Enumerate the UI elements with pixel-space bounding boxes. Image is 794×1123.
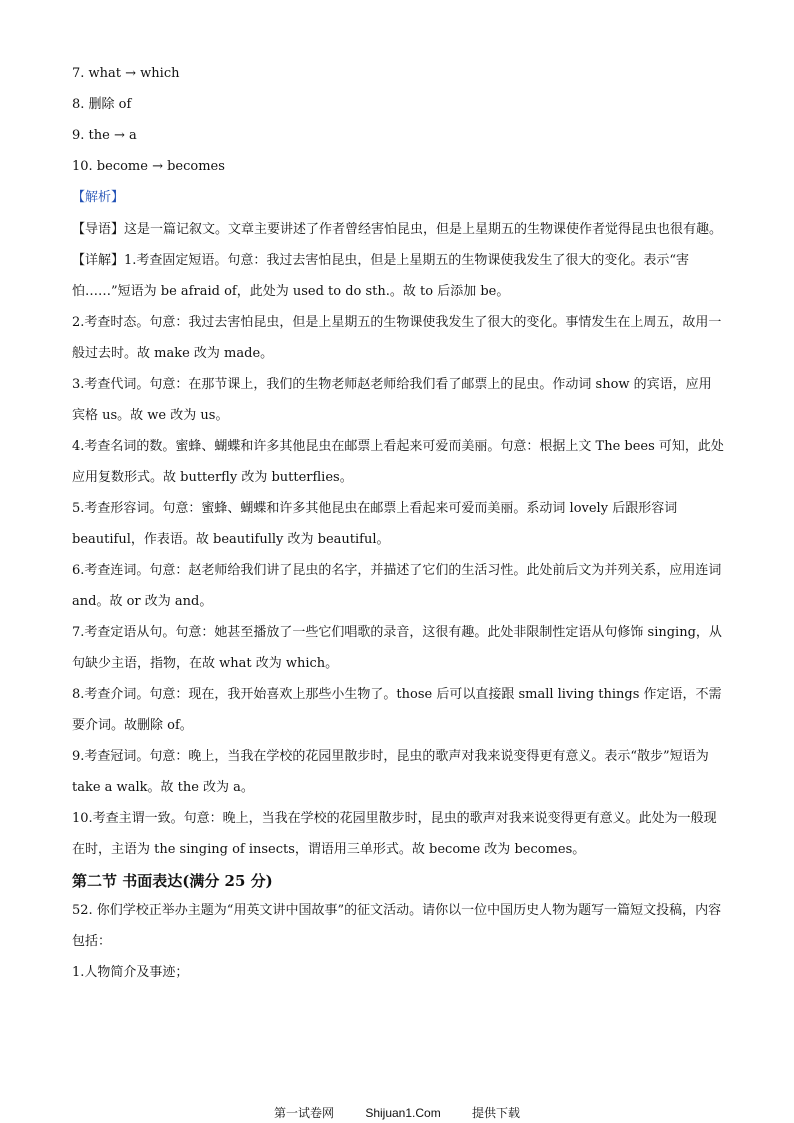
answer-line: 10. become → becomes — [72, 159, 225, 174]
page-footer — [0, 1104, 794, 1121]
detail-paragraph: 【详解】1.考查固定短语。句意：我过去害怕昆虫，但是上星期五的生物课使我发生了很大的变化。表示“害怕……”短语为 be afraid of，此处为 used to do sth.。故 to 后添加 be。 — [72, 253, 690, 299]
document-body — [72, 64, 724, 988]
answer-line: 7. what → which — [72, 66, 180, 81]
footer-site-en: Shijuan1.Com — [365, 1106, 441, 1120]
detail-paragraph: 5.考查形容词。句意：蜜蜂、蝴蝶和许多其他昆虫在邮票上看起来可爱而美丽。系动词 lovely 后跟形容词 beautiful，作表语。故 beautifully 改为 beautiful。 — [72, 501, 678, 547]
answer-line: 8. 删除 of — [72, 97, 132, 112]
detail-paragraph: 8.考查介词。句意：现在，我开始喜欢上那些小生物了。those 后可以直接跟 small living things 作定语，不需要介词。故删除 of。 — [72, 687, 722, 733]
detail-paragraph: 7.考查定语从句。句意：她甚至播放了一些它们唱歌的录音，这很有趣。此处非限制性定语从句修饰 singing，从句缺少主语，指物，在故 what 改为 which。 — [72, 625, 722, 671]
detail-paragraph: 10.考查主谓一致。句意：晚上，当我在学校的花园里散步时，昆虫的歌声对我来说变得更有意义。此处为一般现在时，主语为 the singing of insects，谓语用三单形式。故 become 改为 becomes。 — [72, 811, 717, 857]
detail-paragraph: 9.考查冠词。句意：晚上，当我在学校的花园里散步时，昆虫的歌声对我来说变得更有意义。表示“散步”短语为 take a walk。故 the 改为 a。 — [72, 749, 709, 795]
footer-site-cn: 第一试卷网 — [273, 1106, 334, 1120]
detail-paragraph: 6.考查连词。句意：赵老师给我们讲了昆虫的名字，并描述了它们的生活习性。此处前后文为并列关系，应用连词 and。故 or 改为 and。 — [72, 563, 722, 609]
question-item: 1.人物简介及事迹； — [72, 965, 189, 980]
detail-paragraph: 4.考查名词的数。蜜蜂、蝴蝶和许多其他昆虫在邮票上看起来可爱而美丽。句意：根据上文 The bees 可知，此处应用复数形式。故 butterfly 改为 butterflies。 — [72, 439, 724, 485]
detail-paragraph: 2.考查时态。句意：我过去害怕昆虫，但是上星期五的生物课使我发生了很大的变化。事情发生在上周五，故用一般过去时。故 make 改为 made。 — [72, 315, 722, 361]
question-paragraph: 52. 你们学校正举办主题为“用英文讲中国故事”的征文活动。请你以一位中国历史人物为题写一篇短文投稿，内容包括： — [72, 903, 722, 949]
analysis-label: 【解析】 — [72, 190, 125, 205]
section-title: 第二节 书面表达(满分 25 分) — [72, 872, 273, 890]
guide-paragraph: 【导语】这是一篇记叙文。文章主要讲述了作者曾经害怕昆虫，但是上星期五的生物课使作者觉得昆虫也很有趣。 — [72, 222, 723, 237]
footer-download: 提供下载 — [472, 1106, 521, 1120]
answer-line: 9. the → a — [72, 128, 137, 143]
detail-paragraph: 3.考查代词。句意：在那节课上，我们的生物老师赵老师给我们看了邮票上的昆虫。作动词 show 的宾语，应用宾格 us。故 we 改为 us。 — [72, 377, 712, 423]
